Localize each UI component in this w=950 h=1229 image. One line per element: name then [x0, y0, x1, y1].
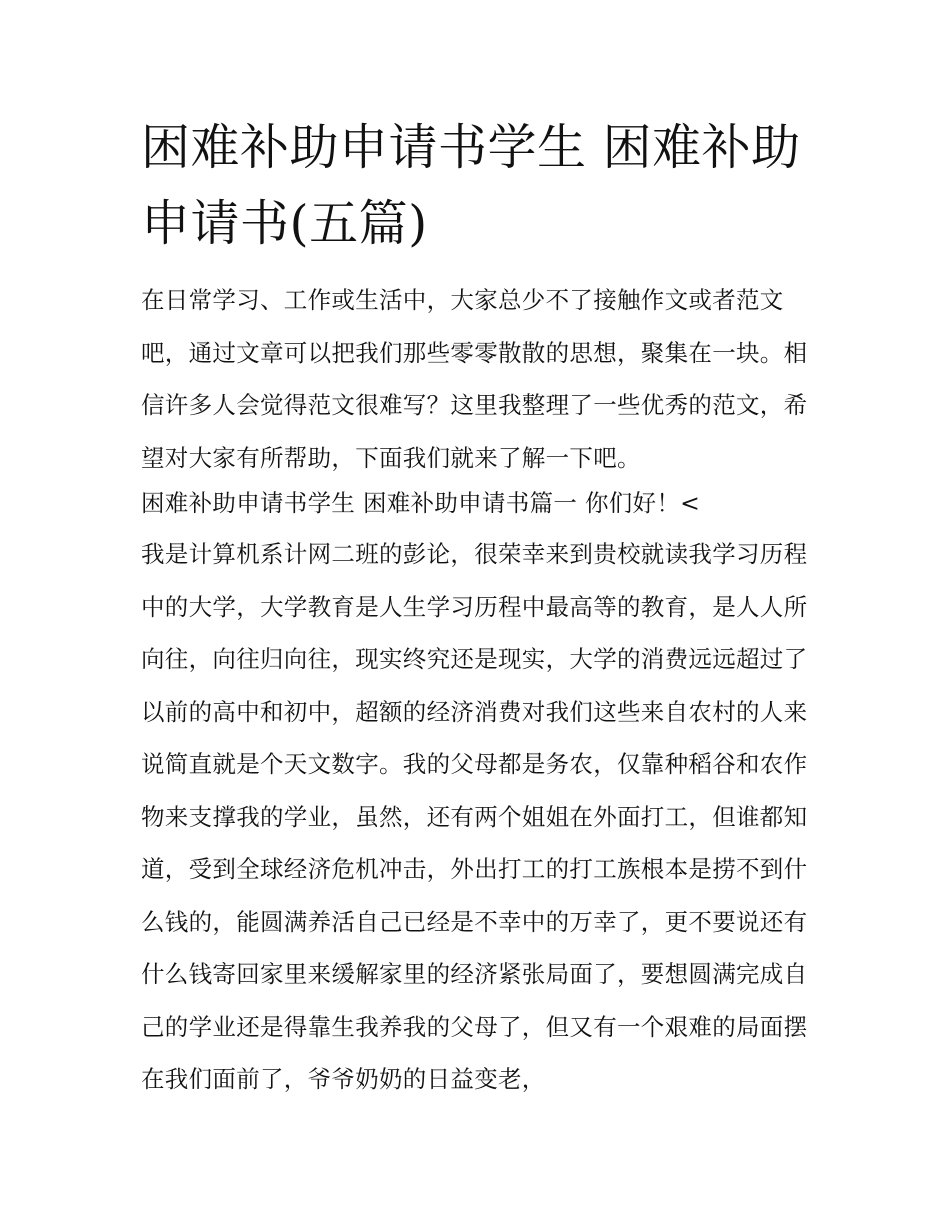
intro-paragraph: 在日常学习、工作或生活中，大家总少不了接触作文或者范文吧，通过文章可以把我们那些零零散散的思想，聚集在一块。相信许多人会觉得范文很难写？这里我整理了一些优秀的范文，希望对大家有所帮助，下面我们就来了解一下吧。: [141, 286, 808, 472]
section-heading: 困难补助申请书学生 困难补助申请书篇一 你们好！<: [141, 489, 701, 517]
letter-body-paragraph: 我是计算机系计网二班的彭论，很荣幸来到贵校就读我学习历程中的大学，大学教育是人生学习历程中最高等的教育，是人人所向往，向往归向往，现实终究还是现实，大学的消费远远超过了以前的高中和初中，超额的经济消费对我们这些来自农村的人来说简直就是个天文数字。我的父母都是务农，仅靠种稻谷和农作物来支撑我的学业，虽然，还有两个姐姐在外面打工，但谁都知道，受到全球经济危机冲击，外出打工的打工族根本是捞不到什么钱的，能圆满养活自己已经是不幸中的万幸了，更不要说还有什么钱寄回家里来缓解家里的经济紧张局面了，要想圆满完成自己的学业还是得靠生我养我的父母了，但又有一个艰难的局面摆在我们面前了，爷爷奶奶的日益变老，: [141, 540, 808, 1093]
document-title: 困难补助申请书学生 困难补助申请书(五篇): [141, 119, 801, 252]
